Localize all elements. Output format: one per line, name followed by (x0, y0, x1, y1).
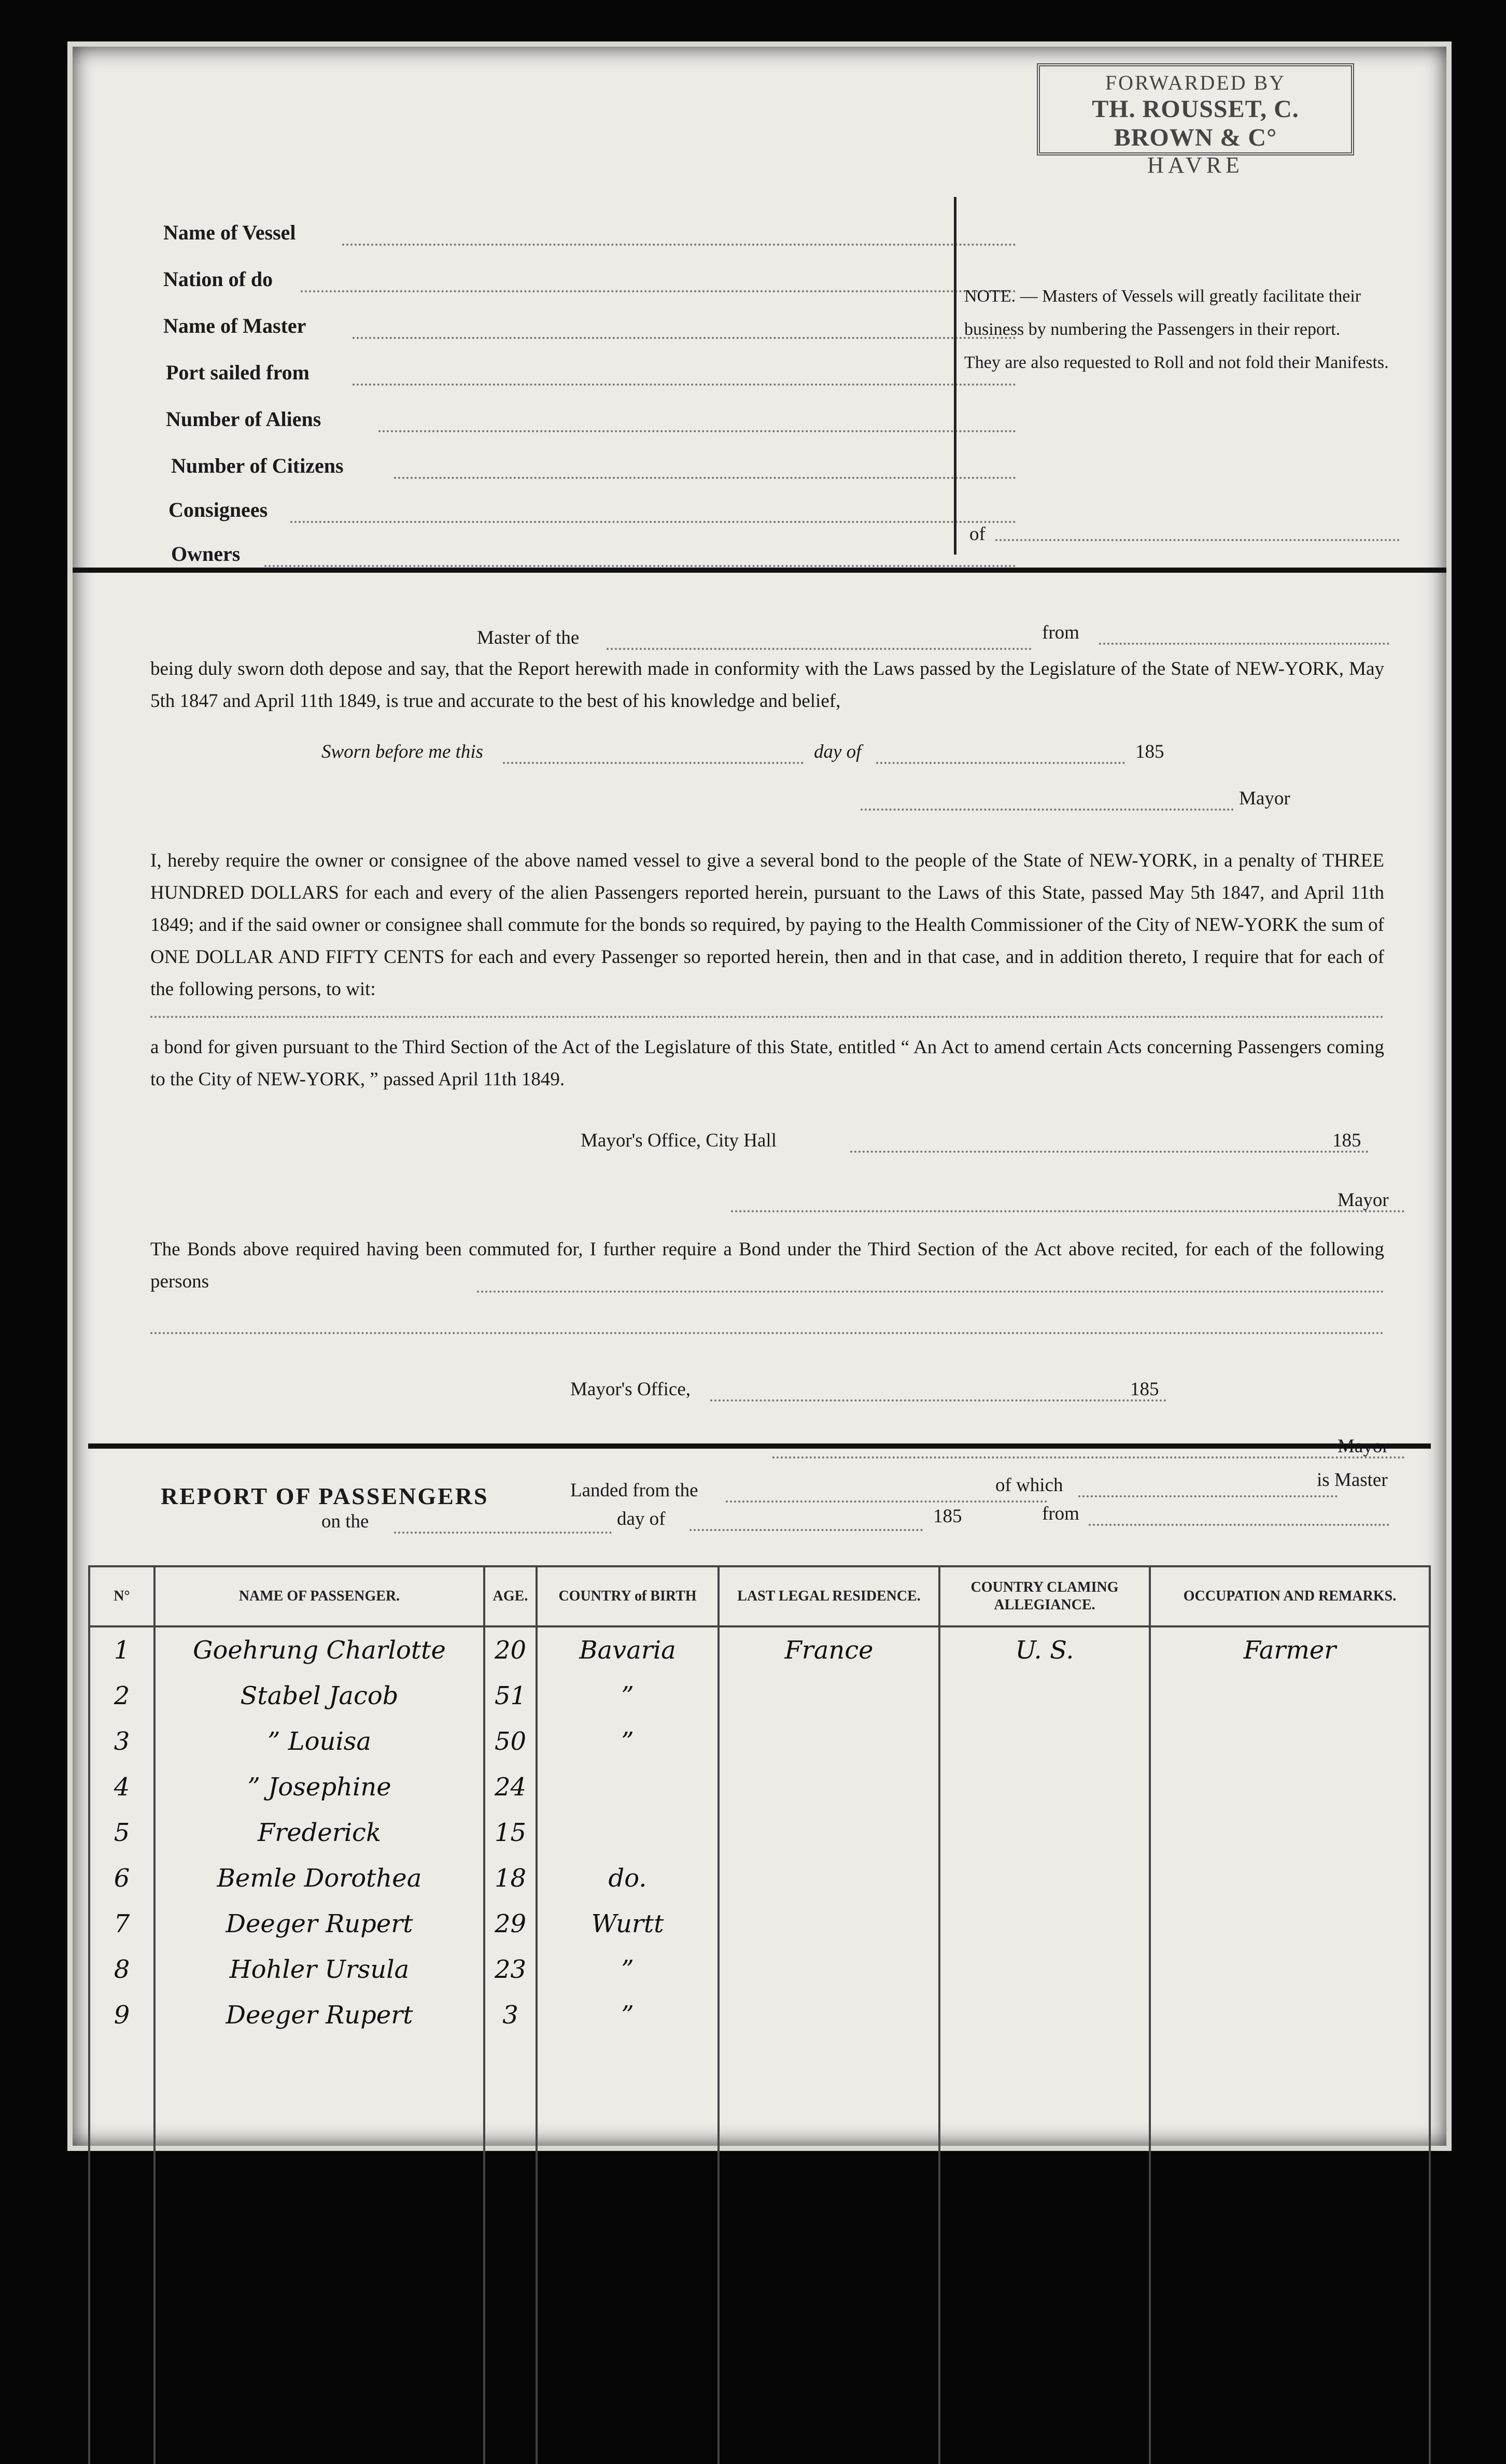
cell-occupation (1150, 1992, 1430, 2038)
cell-age: 24 (484, 1764, 537, 1810)
passenger-table (88, 1565, 1431, 2464)
field-line (290, 521, 1016, 523)
cell-country-birth: ” (537, 1947, 719, 1992)
field-name-of-master: Name of Master (163, 314, 306, 337)
oath-year: 185 (1135, 741, 1164, 762)
cell-empty (537, 2038, 719, 2464)
oath-line (607, 648, 1032, 650)
cell-age: 29 (484, 1901, 537, 1947)
cell-empty (1150, 2038, 1430, 2464)
note-text-2: They are also requested to Roll and not fold their Manifests. (964, 353, 1389, 372)
cell-last-residence: France (719, 1626, 939, 1673)
commuted-year: 185 (1130, 1379, 1159, 1400)
field-nation: Nation of do (163, 267, 273, 291)
cell-number: 4 (89, 1764, 154, 1810)
bond-body-2: a bond for given pursuant to the Third Section of the Act of the Legislature of this State, entitled “ An Act to amend certain Acts concerning Passengers coming to the City of NEW-YORK, ” passed April 11th 1849. (150, 1037, 1384, 1090)
table-row (89, 1992, 1430, 2038)
commuted-mayor: Mayor (1338, 1436, 1389, 1457)
cell-name: Deeger Rupert (154, 1992, 484, 2038)
section-rule (73, 568, 1446, 573)
cell-name: Hohler Ursula (154, 1947, 484, 1992)
oath-line (1099, 643, 1389, 645)
field-number-citizens: Number of Citizens (171, 454, 344, 477)
report-line (689, 1529, 923, 1531)
report-line (1089, 1524, 1389, 1526)
cell-name: ” Josephine (154, 1764, 484, 1810)
oath-line (503, 762, 804, 764)
oath-mayor: Mayor (1239, 788, 1290, 809)
report-day-of: day of (617, 1508, 666, 1530)
cell-last-residence (719, 1901, 939, 1947)
cell-age: 20 (484, 1626, 537, 1673)
report-from: from (1042, 1503, 1079, 1524)
table-row (89, 1719, 1430, 1764)
oath-sworn: Sworn before me this (321, 741, 484, 762)
cell-age: 23 (484, 1947, 537, 1992)
bond-body: I, hereby require the owner or consignee of the above named vessel to give a several bond to the people of the State of NEW-YORK, in a penalty of THREE HUNDRED DOLLARS for each and every of the alien Passengers reported herein, pursuant to the Laws of this State, passed May 5th 1847, and April 11th 1849; and if the said owner or consignee shall commute for the bonds so required, by paying to the Health Commissioner of the City of NEW-YORK the sum of ONE DOLLAR AND FIFTY CENTS for each and every Passenger so reported herein, then and in that case, and in addition thereto, I require that for each of the following persons, to wit: (150, 850, 1384, 1000)
cell-occupation (1150, 1947, 1430, 1992)
cell-last-residence (719, 1992, 939, 2038)
commuted-line (477, 1291, 1384, 1293)
cell-country-birth (537, 1810, 719, 1856)
cell-last-residence (719, 1719, 939, 1764)
table-row (89, 1673, 1430, 1719)
cell-allegiance (939, 1856, 1150, 1901)
field-name-of-vessel: Name of Vessel (163, 221, 296, 244)
note-text: NOTE. — Masters of Vessels will greatly facilitate their business by numbering the Passengers in their report. (964, 287, 1361, 339)
table-row (89, 1764, 1430, 1810)
cell-empty (939, 2038, 1150, 2464)
report-line (394, 1532, 612, 1534)
note-box (964, 280, 1420, 379)
cell-occupation (1150, 1673, 1430, 1719)
cell-name: Frederick (154, 1810, 484, 1856)
table-row (89, 1810, 1430, 1856)
report-title: REPORT OF PASSENGERS (161, 1483, 489, 1509)
field-line (301, 290, 1016, 292)
forwarding-stamp (1037, 63, 1354, 178)
cell-empty (154, 2038, 484, 2464)
cell-number: 6 (89, 1856, 154, 1901)
manifest-page (73, 47, 1446, 2146)
bond-year: 185 (1332, 1130, 1361, 1151)
cell-age: 50 (484, 1719, 537, 1764)
cell-age: 3 (484, 1992, 537, 2038)
report-of-which: of which (995, 1475, 1063, 1496)
header-occupation: OCCUPATION AND REMARKS. (1150, 1566, 1430, 1626)
table-row (89, 1856, 1430, 1901)
cell-occupation (1150, 1810, 1430, 1856)
cell-occupation: Farmer (1150, 1626, 1430, 1673)
bond-mayor: Mayor (1338, 1189, 1389, 1211)
cell-allegiance (939, 1764, 1150, 1810)
table-header-row (89, 1566, 1430, 1626)
cell-occupation (1150, 1856, 1430, 1901)
cell-age: 51 (484, 1673, 537, 1719)
bond-mayor-line (731, 1210, 1405, 1212)
cell-number: 9 (89, 1992, 154, 2038)
cell-empty (484, 2038, 537, 2464)
cell-last-residence (719, 1810, 939, 1856)
cell-number: 1 (89, 1626, 154, 1673)
cell-name: Bemle Dorothea (154, 1856, 484, 1901)
cell-number: 3 (89, 1719, 154, 1764)
cell-country-birth (537, 1764, 719, 1810)
field-owners: Owners (171, 542, 241, 565)
table-row (89, 1901, 1430, 1947)
cell-last-residence (719, 1947, 939, 1992)
cell-occupation (1150, 1719, 1430, 1764)
table-row (89, 1947, 1430, 1992)
commuted-mayor-line (772, 1456, 1405, 1458)
cell-country-birth: ” (537, 1719, 719, 1764)
oath-master-of: Master of the (477, 627, 580, 648)
cell-allegiance (939, 1992, 1150, 2038)
cell-number: 5 (89, 1810, 154, 1856)
field-line (353, 384, 1016, 386)
cell-age: 15 (484, 1810, 537, 1856)
cell-name: Deeger Rupert (154, 1901, 484, 1947)
cell-name: Stabel Jacob (154, 1673, 484, 1719)
cell-allegiance (939, 1901, 1150, 1947)
report-rule (88, 1443, 1431, 1449)
oath-body: being duly sworn doth depose and say, that the Report herewith made in conformity with the Laws passed by the Legislature of the State of NEW-YORK, May 5th 1847 and April 11th 1849, is true and accurate to the best of his knowledge and belief, (150, 658, 1384, 712)
field-line (394, 477, 1016, 479)
header-age: AGE. (484, 1566, 537, 1626)
report-is-master: is Master (1317, 1469, 1388, 1491)
field-line (264, 565, 1016, 567)
oath-mayor-line (861, 809, 1234, 811)
table-row (89, 1626, 1430, 1673)
oath-from: from (1042, 622, 1079, 643)
header-name: NAME OF PASSENGER. (154, 1566, 484, 1626)
cell-allegiance (939, 1810, 1150, 1856)
cell-empty (719, 2038, 939, 2464)
commuted-body: The Bonds above required having been commuted for, I further require a Bond under the Third Section of the Act above recited, for each of the following persons (150, 1239, 1384, 1292)
report-line (1078, 1495, 1338, 1497)
report-landed: Landed from the (570, 1480, 698, 1501)
cell-occupation (1150, 1901, 1430, 1947)
stamp-line-1: FORWARDED BY (1105, 71, 1286, 94)
commuted-line (710, 1399, 1166, 1401)
oath-day-of: day of (814, 741, 862, 762)
cell-country-birth: do. (537, 1856, 719, 1901)
owners-of-label: of (969, 523, 986, 545)
cell-allegiance (939, 1947, 1150, 1992)
cell-age: 18 (484, 1856, 537, 1901)
cell-country-birth: ” (537, 1992, 719, 2038)
cell-number: 7 (89, 1901, 154, 1947)
cell-allegiance (939, 1673, 1150, 1719)
field-port-sailed: Port sailed from (166, 361, 309, 384)
field-line (353, 337, 1016, 339)
table-row-empty (89, 2038, 1430, 2464)
cell-occupation (1150, 1764, 1430, 1810)
header-country-birth: COUNTRY of BIRTH (537, 1566, 719, 1626)
note-divider (954, 197, 956, 555)
header-number: N° (89, 1566, 154, 1626)
cell-allegiance: U. S. (939, 1626, 1150, 1673)
stamp-line-3: HAVRE (1147, 152, 1244, 178)
cell-country-birth: Bavaria (537, 1626, 719, 1673)
field-number-aliens: Number of Aliens (166, 407, 321, 431)
field-line (342, 244, 1016, 246)
cell-country-birth: Wurtt (537, 1901, 719, 1947)
oath-line (876, 762, 1125, 764)
cell-number: 2 (89, 1673, 154, 1719)
cell-last-residence (719, 1856, 939, 1901)
field-line (378, 430, 1016, 432)
cell-name: Goehrung Charlotte (154, 1626, 484, 1673)
cell-last-residence (719, 1673, 939, 1719)
bond-mayors-office: Mayor's Office, City Hall (581, 1130, 777, 1151)
cell-number: 8 (89, 1947, 154, 1992)
stamp-line-2: TH. ROUSSET, C. BROWN & C° (1092, 95, 1299, 151)
commuted-line (150, 1332, 1384, 1334)
report-year: 185 (933, 1506, 962, 1527)
owners-of-line (995, 539, 1400, 541)
cell-empty (89, 2038, 154, 2464)
header-last-residence: LAST LEGAL RESIDENCE. (719, 1566, 939, 1626)
header-allegiance: COUNTRY CLAMING ALLEGIANCE. (939, 1566, 1150, 1626)
bond-line (150, 1016, 1384, 1018)
commuted-mayors-office: Mayor's Office, (570, 1379, 691, 1400)
field-consignees: Consignees (168, 498, 268, 521)
cell-name: ” Louisa (154, 1719, 484, 1764)
bond-line (850, 1151, 1369, 1153)
cell-allegiance (939, 1719, 1150, 1764)
cell-country-birth: ” (537, 1673, 719, 1719)
report-on-the: on the (321, 1511, 369, 1532)
cell-last-residence (719, 1764, 939, 1810)
